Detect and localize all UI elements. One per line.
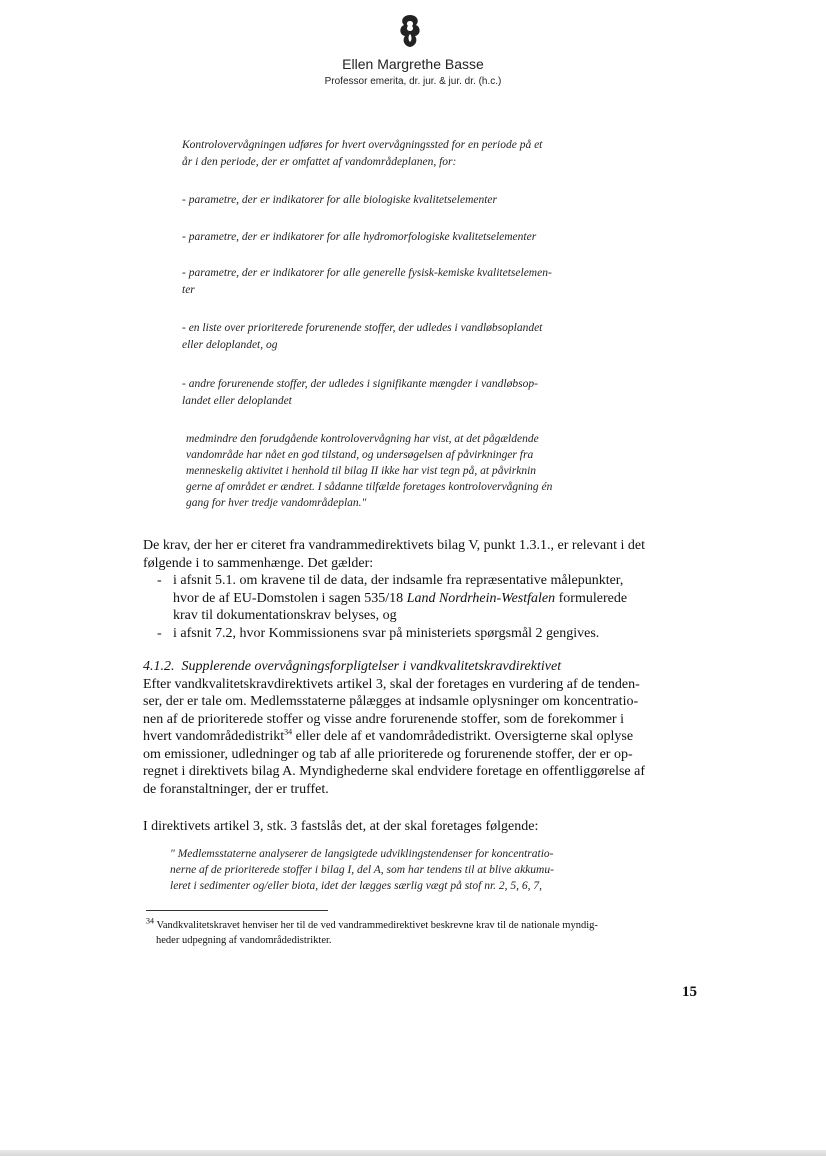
page-number: 15 bbox=[682, 984, 697, 1000]
quote-item-hydromorfologiske: - parametre, der er indikatorer for alle hydromorfologiske kvalitetselementer bbox=[182, 231, 537, 243]
paragraph-article-3: I direktivets artikel 3, stk. 3 fastslås det, at der skal foretages følgende: bbox=[143, 819, 539, 834]
quote-item-biologiske: - parametre, der er indikatorer for alle biologiske kvalitetselementer bbox=[182, 194, 498, 206]
footnote: $^{34}$ Vandkvalitetskravet henviser her til de ved vandrammedirektivet beskrevne krav til de nationale myndig- heder udpegning af vandområdedistrikter. bbox=[146, 916, 598, 946]
quote-closing: medmindre den forudgående kontrolovervågning har vist, at det pågældende vandområde har nået en god tilstand, og undersøgelsen af påvirkninger fra menneskelig aktivitet i henhold til bilag II ikke har vist tegn på, at påvirknin gerne af området er ændret. I sådanne tilfælde foretages kontrolovervågning én gang for hver tredje vandområdeplan." bbox=[186, 433, 553, 509]
list-item: - i afsnit 7.2, hvor Kommissionens svar på ministeriets spørgsmål 2 gengives. bbox=[143, 625, 645, 643]
paragraph-requirements: De krav, der her er citeret fra vandrammedirektivets bilag V, punkt 1.3.1., er relevant i det følgende i to sammenhænge. Det gælder: - i afsnit 5.1. om kravene til de data, der indsamle fra repræsentative målepunkter, hvor de af EU-Domstolen i sagen 535/18 Land Nordrhein-Westfalen formulerede krav til dokumentationskrav belyses, og - i afsnit 7.2, hvor Kommissionens svar på ministeriets spørgsmål 2 gengives. bbox=[143, 537, 645, 642]
section-heading: 4.1.2. Supplerende overvågningsforpligtelser i vandkvalitetskravdirektivet bbox=[143, 659, 562, 674]
quote-intro bbox=[182, 137, 542, 171]
footnote-separator bbox=[146, 910, 328, 911]
quote-item-prioriterede: - en liste over prioriterede forurenende stoffer, der udledes i vandløbsoplandet eller deloplandet, og bbox=[182, 322, 543, 351]
quote-line: Kontrolovervågningen udføres for hvert overvågningssted for en periode på et bbox=[182, 139, 543, 151]
footnote-reference[interactable]: 34 bbox=[284, 727, 293, 737]
list-item: - i afsnit 5.1. om kravene til de data, der indsamle fra repræsentative målepunkter, hvor de af EU-Domstolen i sagen 535/18 Land Nordrhein-Westfalen formulerede krav til dokumentationskrav belyses, og bbox=[143, 572, 645, 625]
footnote-number: 34 bbox=[146, 916, 154, 926]
author-title: Professor emerita, dr. jur. & jur. dr. (h.c.) bbox=[324, 76, 502, 87]
quote-item-andre: - andre forurenende stoffer, der udledes i signifikante mængder i vandløbsop- landet eller deloplandet bbox=[182, 378, 538, 407]
quote-article-3: " Medlemsstaterne analyserer de langsigtede udviklingstendenser for koncentratio- nerne af de prioriterede stoffer i bilag I, del A, som har tendens til at blive akkumu- leret i sedimenter og/eller biota, idet der lægges særlig vægt på stof nr. 2, 5, 6, 7, bbox=[170, 848, 554, 892]
requirements-list bbox=[143, 572, 645, 642]
quote-line: år i den periode, der er omfattet af vandområdeplanen, for: bbox=[182, 156, 457, 168]
quote-item-fysisk-kemiske: - parametre, der er indikatorer for alle generelle fysisk-kemiske kvalitetselemen- ter bbox=[182, 267, 552, 296]
decorative-knot-logo-icon bbox=[395, 12, 425, 52]
section-4-1-2: 4.1.2. Supplerende overvågningsforpligtelser i vandkvalitetskravdirektivet Efter vandkvalitetskravdirektivets artikel 3, skal der foretages en vurdering af de tenden- ser, der er tale om. Medlemsstaterne pålægges at indsamle oplysninger om koncentratio- nen af de prioriterede stoffer og visse andre forurenende stoffer, som de forekommer i hvert vandområdedistrikt$^{34}$ eller dele af et vandområdedistrikt. Oversigterne skal oplyse om emissioner, udledninger og tab af alle prioriterede og forurenende stoffer, der er op- regnet i direktivets bilag A. Myndighederne skal endvidere foretage en offentliggørelse af de foranstaltninger, der er truffet. bbox=[143, 659, 646, 797]
scan-edge bbox=[0, 1150, 826, 1156]
author-name: Ellen Margrethe Basse bbox=[342, 56, 484, 72]
